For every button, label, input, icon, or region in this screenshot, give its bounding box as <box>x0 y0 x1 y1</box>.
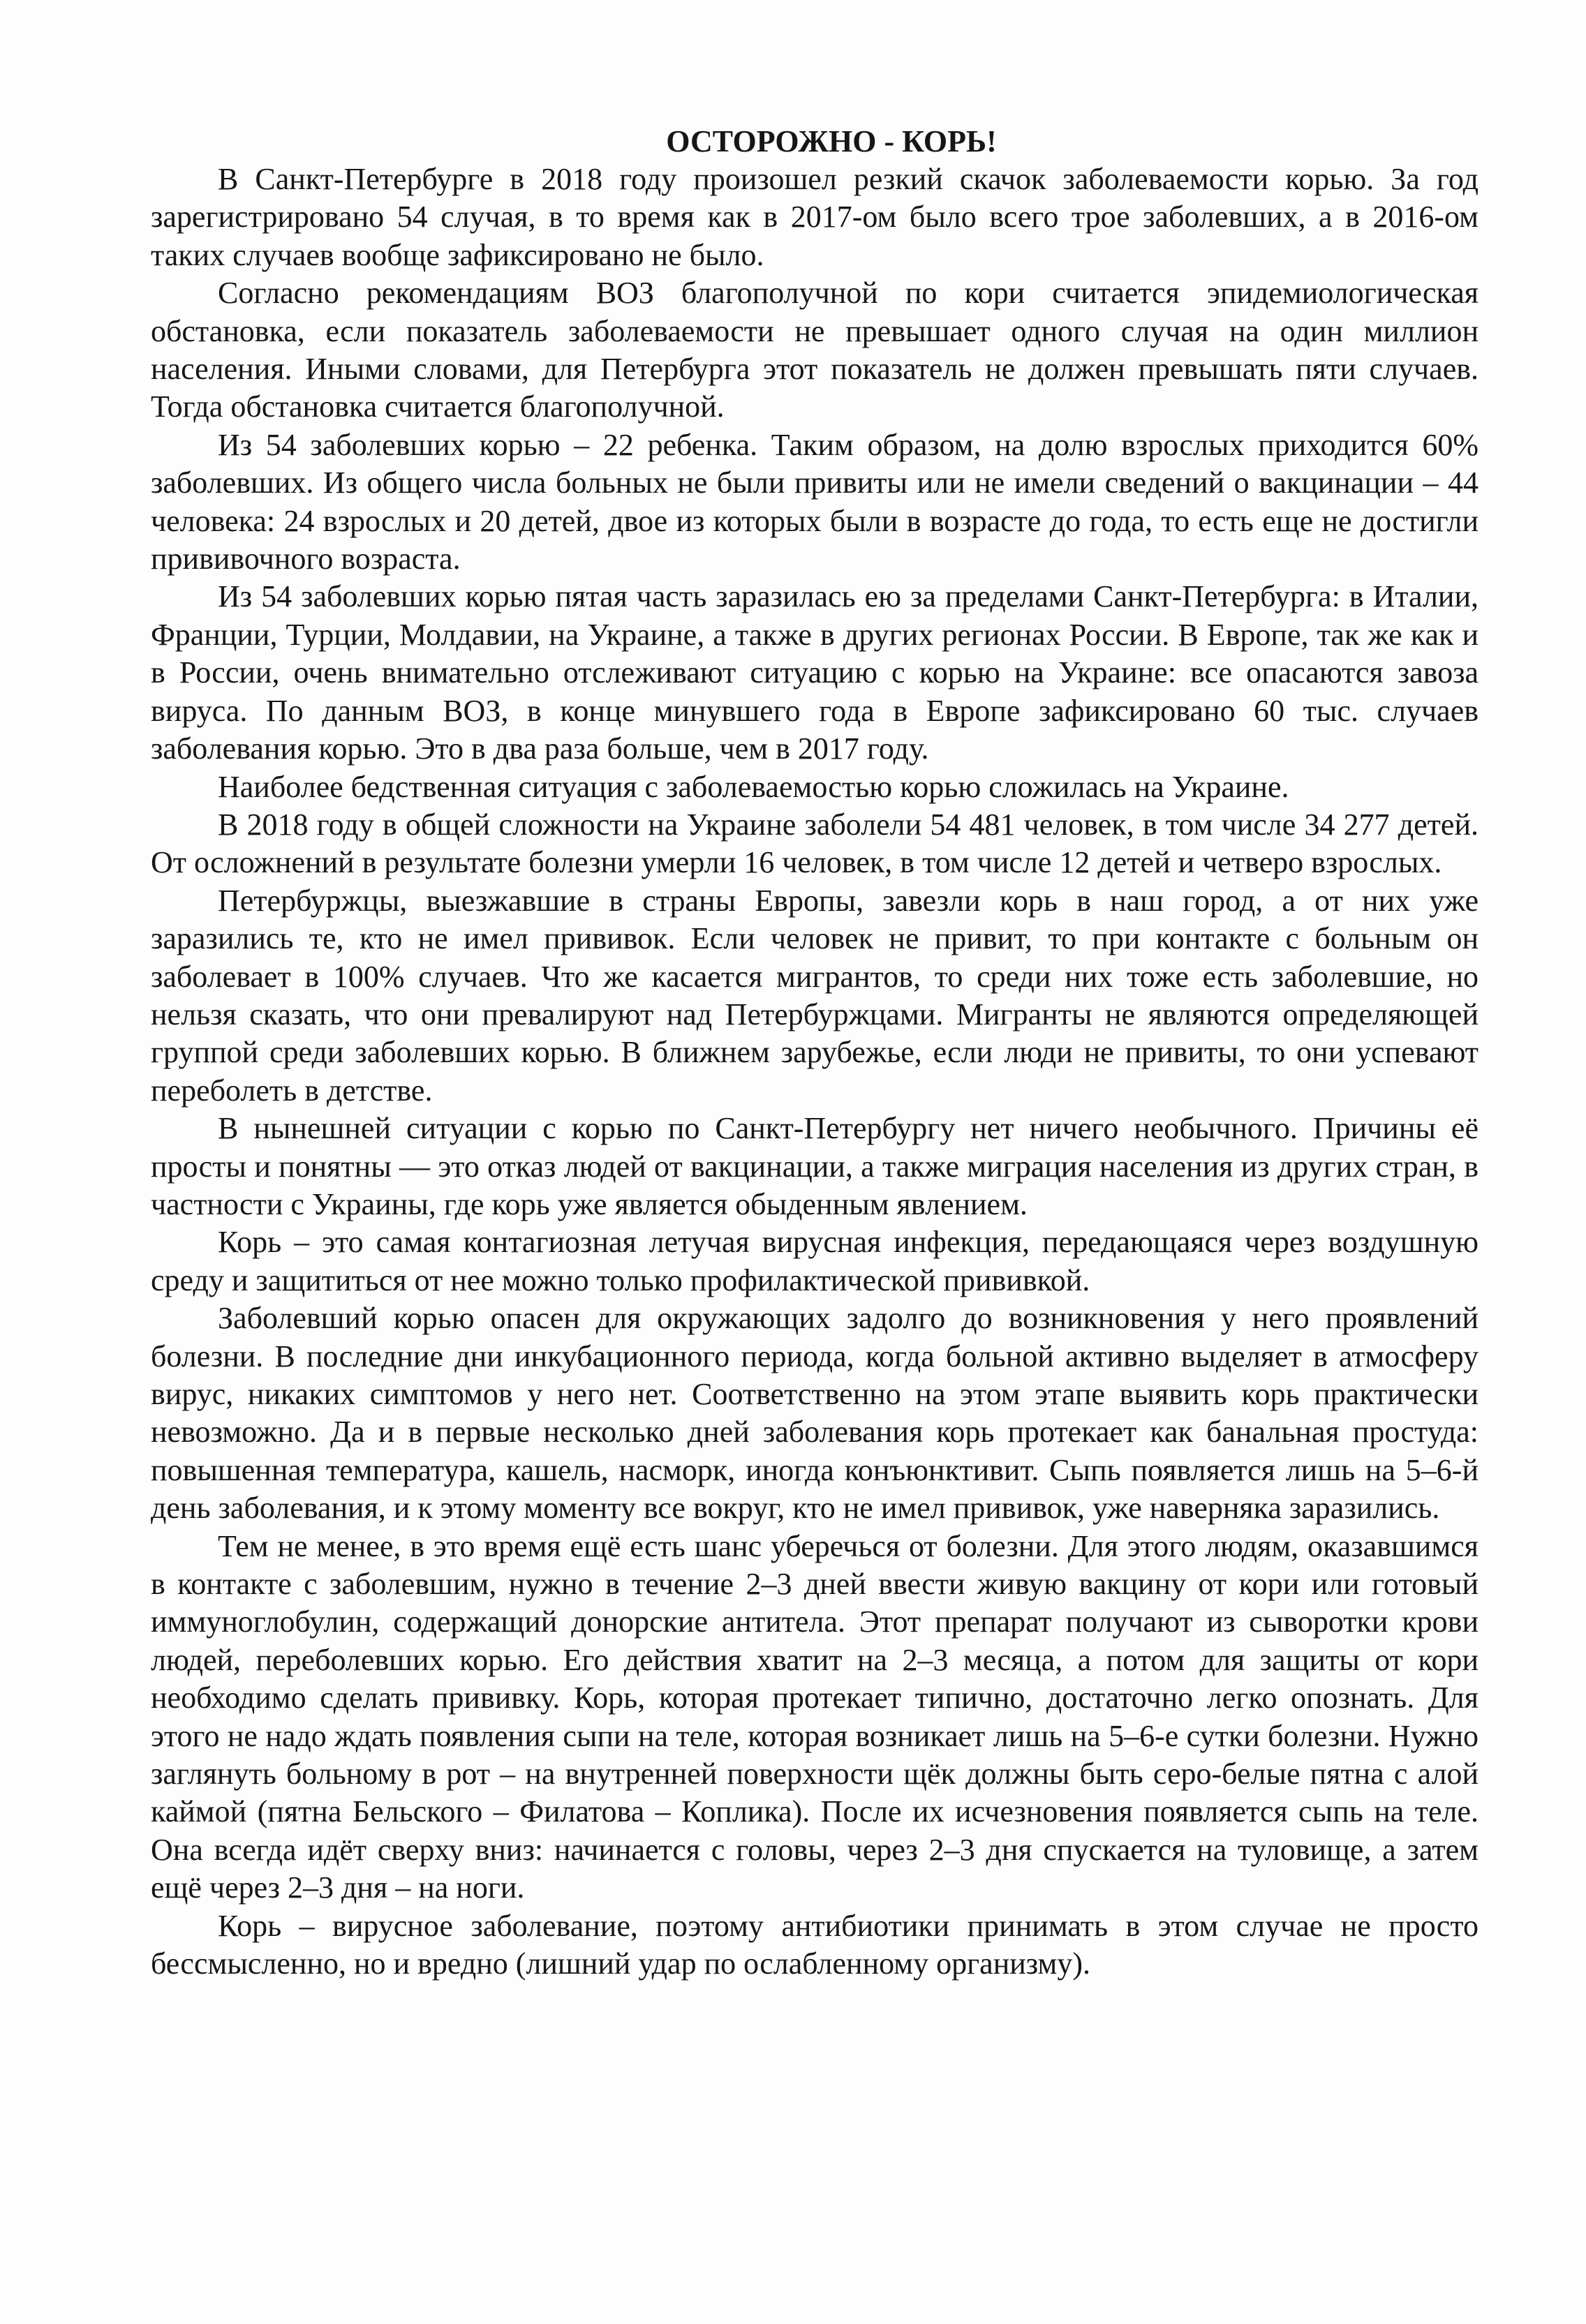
paragraph-5: Наиболее бедственная ситуация с заболеваемостью корью сложилась на Украине. <box>218 769 1289 804</box>
document-body <box>151 123 1478 1983</box>
paragraph-11: Тем не менее, в это время ещё есть шанс уберечься от болезни. Для этого людям, оказавшимся в контакте с заболевшим, нужно в течение 2–3 дней ввести живую вакцину от кори или готовый иммуноглобулин, содержащий донорские антитела. Этот препарат получают из сыворотки крови людей, переболевших корью. Его действия хватит на 2–3 месяца, а потом для защиты от кори необходимо сделать прививку. Корь, которая протекает типично, достаточно легко опознать. Для этого не надо ждать появления сыпи на теле, которая возникает лишь на 5–6-е сутки болезни. Нужно заглянуть больному в рот – на внутренней поверхности щёк должны быть серо-белые пятна с алой каймой (пятна Бельского – Филатова – Коплика). После их исчезновения появляется сыпь на теле. Она всегда идёт сверху вниз: начинается с головы, через 2–3 дня спускается на туловище, а затем ещё через 2–3 дня – на ноги. <box>151 1528 1478 1905</box>
paragraph-12: Корь – вирусное заболевание, поэтому антибиотики принимать в этом случае не просто бессмысленно, но и вредно (лишний удар по ослабленному организму). <box>151 1908 1478 1981</box>
paragraph-9: Корь – это самая контагиозная летучая вирусная инфекция, передающаяся через воздушную среду и защититься от нее можно только профилактической прививкой. <box>151 1225 1478 1297</box>
paragraph-8: В нынешней ситуации с корью по Санкт-Петербургу нет ничего необычного. Причины её просты и понятны — это отказ людей от вакцинации, а также миграция населения из других стран, в частности с Украины, где корь уже является обыденным явлением. <box>151 1111 1478 1221</box>
paragraph-10: Заболевший корью опасен для окружающих задолго до возникновения у него проявлений болезни. В последние дни инкубационного периода, когда больной активно выделяет в атмосферу вирус, никаких симптомов у него нет. Соответственно на этом этапе выявить корь практически невозможно. Да и в первые несколько дней заболевания корь протекает как банальная простуда: повышенная температура, кашель, насморк, иногда конъюнктивит. Сыпь появляется лишь на 5–6-й день заболевания, и к этому моменту все вокруг, кто не имел прививок, уже наверняка заразились. <box>151 1301 1478 1526</box>
paragraph-1: В Санкт-Петербурге в 2018 году произошел резкий скачок заболеваемости корью. За год зарегистрировано 54 случая, в то время как в 2017-ом было всего трое заболевших, а в 2016-ом таких случаев вообще зафиксировано не было. <box>151 162 1478 272</box>
paragraph-2: Согласно рекомендациям ВОЗ благополучной по кори считается эпидемиологическая обстановка, если показатель заболеваемости не превышает одного случая на один миллион населения. Иными словами, для Петербурга этот показатель не должен превышать пяти случаев. Тогда обстановка считается благополучной. <box>151 276 1478 424</box>
paragraph-7: Петербуржцы, выезжавшие в страны Европы, завезли корь в наш город, а от них уже заразились те, кто не имел прививок. Если человек не привит, то при контакте с больным он заболевает в 100% случаев. Что же касается мигрантов, то среди них тоже есть заболевшие, но нельзя сказать, что они превалируют над Петербуржцами. Мигранты не являются определяющей группой среди заболевших корью. В ближнем зарубежье, если люди не привиты, то они успевают переболеть в детстве. <box>151 883 1478 1108</box>
document-title: ОСТОРОЖНО - КОРЬ! <box>666 124 997 158</box>
paragraph-4: Из 54 заболевших корью пятая часть заразилась ею за пределами Санкт-Петербурга: в Италии, Франции, Турции, Молдавии, на Украине, а также в других регионах России. В Европе, так же как и в России, очень внимательно отслеживают ситуацию с корью на Украине: все опасаются завоза вируса. По данным ВОЗ, в конце минувшего года в Европе зафиксировано 60 тыс. случаев заболевания корью. Это в два раза больше, чем в 2017 году. <box>151 579 1478 766</box>
paragraph-6: В 2018 году в общей сложности на Украине заболели 54 481 человек, в том числе 34 277 детей. От осложнений в результате болезни умерли 16 человек, в том числе 12 детей и четверо взрослых. <box>151 807 1478 880</box>
paragraph-3: Из 54 заболевших корью – 22 ребенка. Таким образом, на долю взрослых приходится 60% заболевших. Из общего числа больных не были привиты или не имели сведений о вакцинации – 44 человека: 24 взрослых и 20 детей, двое из которых были в возрасте до года, то есть еще не достигли прививочного возраста. <box>151 427 1478 576</box>
